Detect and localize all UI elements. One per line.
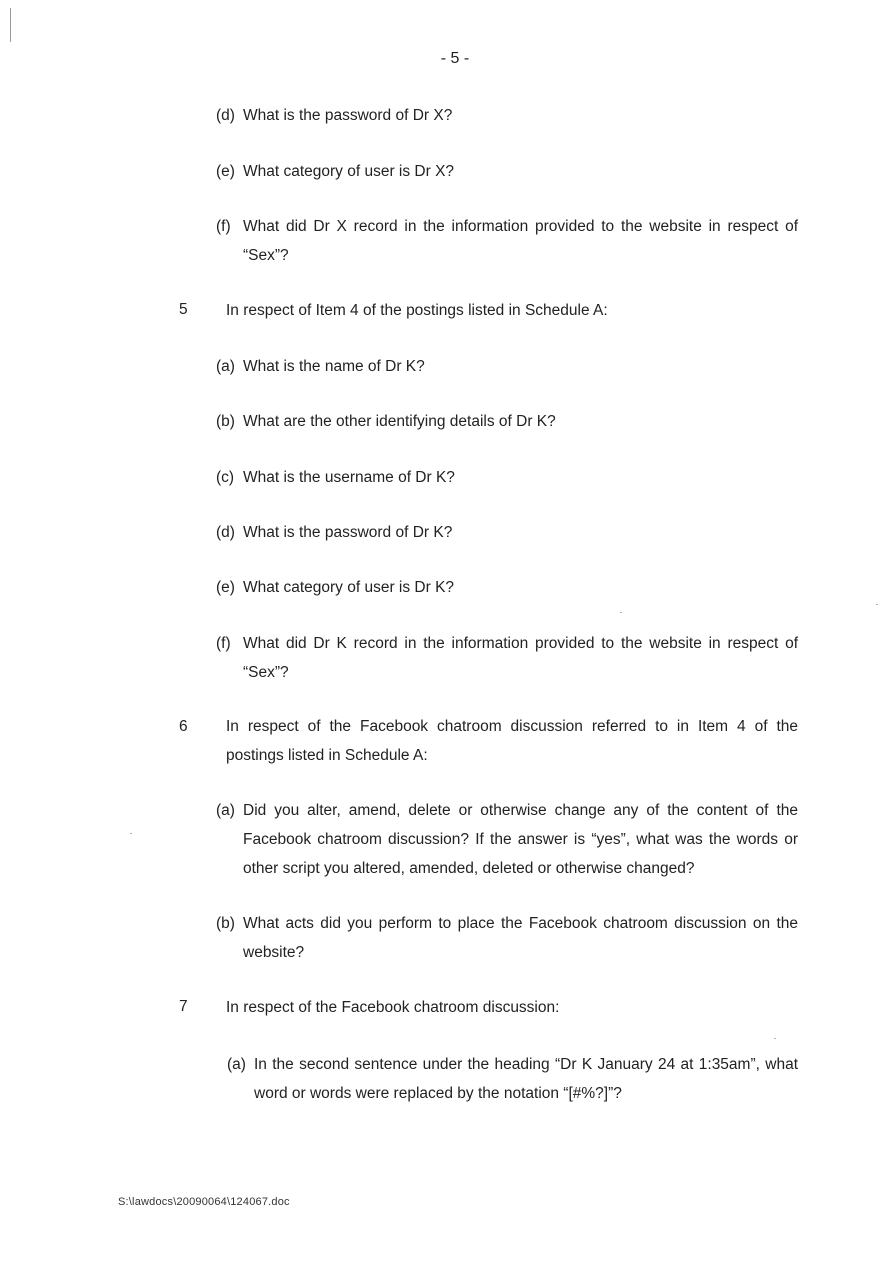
- list-item: [216, 518, 798, 547]
- item-label: (c): [216, 469, 235, 486]
- item-text: What is the name of Dr K?: [243, 358, 425, 375]
- section-intro: In respect of Item 4 of the postings listed in Schedule A:: [226, 302, 608, 319]
- list-item: [216, 909, 798, 967]
- section-intro: In respect of the Facebook chatroom discussion referred to in Item 4 of the postings listed in Schedule A:: [226, 718, 798, 764]
- list-item: [216, 407, 798, 436]
- item-label: (d): [216, 524, 235, 541]
- list-item: [216, 463, 798, 492]
- item-label: (d): [216, 107, 235, 124]
- item-text: What is the username of Dr K?: [243, 469, 455, 486]
- scan-speck: [774, 1038, 776, 1039]
- document-path-footer: S:\lawdocs\20090064\124067.doc: [118, 1196, 290, 1208]
- item-label: (a): [216, 802, 235, 819]
- scan-speck: [620, 612, 622, 613]
- item-label: (f): [216, 218, 231, 235]
- page-edge-rule: [10, 8, 11, 42]
- scan-speck: [130, 833, 132, 834]
- item-label: (b): [216, 915, 235, 932]
- item-text: What are the other identifying details of Dr K?: [243, 413, 556, 430]
- page-number: - 5 -: [440, 50, 470, 67]
- item-label: (b): [216, 413, 235, 430]
- item-text: What did Dr X record in the information provided to the website in respect of “Sex”?: [243, 218, 798, 264]
- item-label: (a): [216, 358, 235, 375]
- item-text: What is the password of Dr K?: [243, 524, 453, 541]
- section-number: 6: [179, 718, 188, 735]
- item-text: What category of user is Dr K?: [243, 579, 455, 596]
- item-text: What category of user is Dr X?: [243, 163, 455, 180]
- item-text: What did Dr K record in the information provided to the website in respect of “Sex”?: [243, 635, 798, 681]
- section-number: 5: [179, 301, 188, 318]
- item-text: What is the password of Dr X?: [243, 107, 453, 124]
- list-item: [216, 573, 798, 602]
- item-label: (f): [216, 635, 231, 652]
- item-text: What acts did you perform to place the Facebook chatroom discussion on the website?: [243, 915, 798, 961]
- list-item: [216, 157, 798, 186]
- scan-speck: [876, 604, 878, 605]
- list-item: [227, 1050, 798, 1108]
- item-label: (a): [227, 1056, 246, 1073]
- item-text: Did you alter, amend, delete or otherwise change any of the content of the Facebook chatroom discussion? If the answer is “yes”, what was the words or other script you altered, amended, deleted or otherwise changed?: [243, 802, 798, 877]
- list-item: [216, 212, 798, 270]
- list-item: [216, 352, 798, 381]
- section-intro: In respect of the Facebook chatroom discussion:: [226, 999, 560, 1016]
- section-number: 7: [179, 998, 188, 1015]
- item-label: (e): [216, 163, 235, 180]
- item-label: (e): [216, 579, 235, 596]
- list-item: [216, 629, 798, 687]
- list-item: [216, 101, 798, 130]
- list-item: [216, 796, 798, 883]
- item-text: In the second sentence under the heading “Dr K January 24 at 1:35am”, what word or words were replaced by the notation “[#%?]”?: [254, 1056, 798, 1102]
